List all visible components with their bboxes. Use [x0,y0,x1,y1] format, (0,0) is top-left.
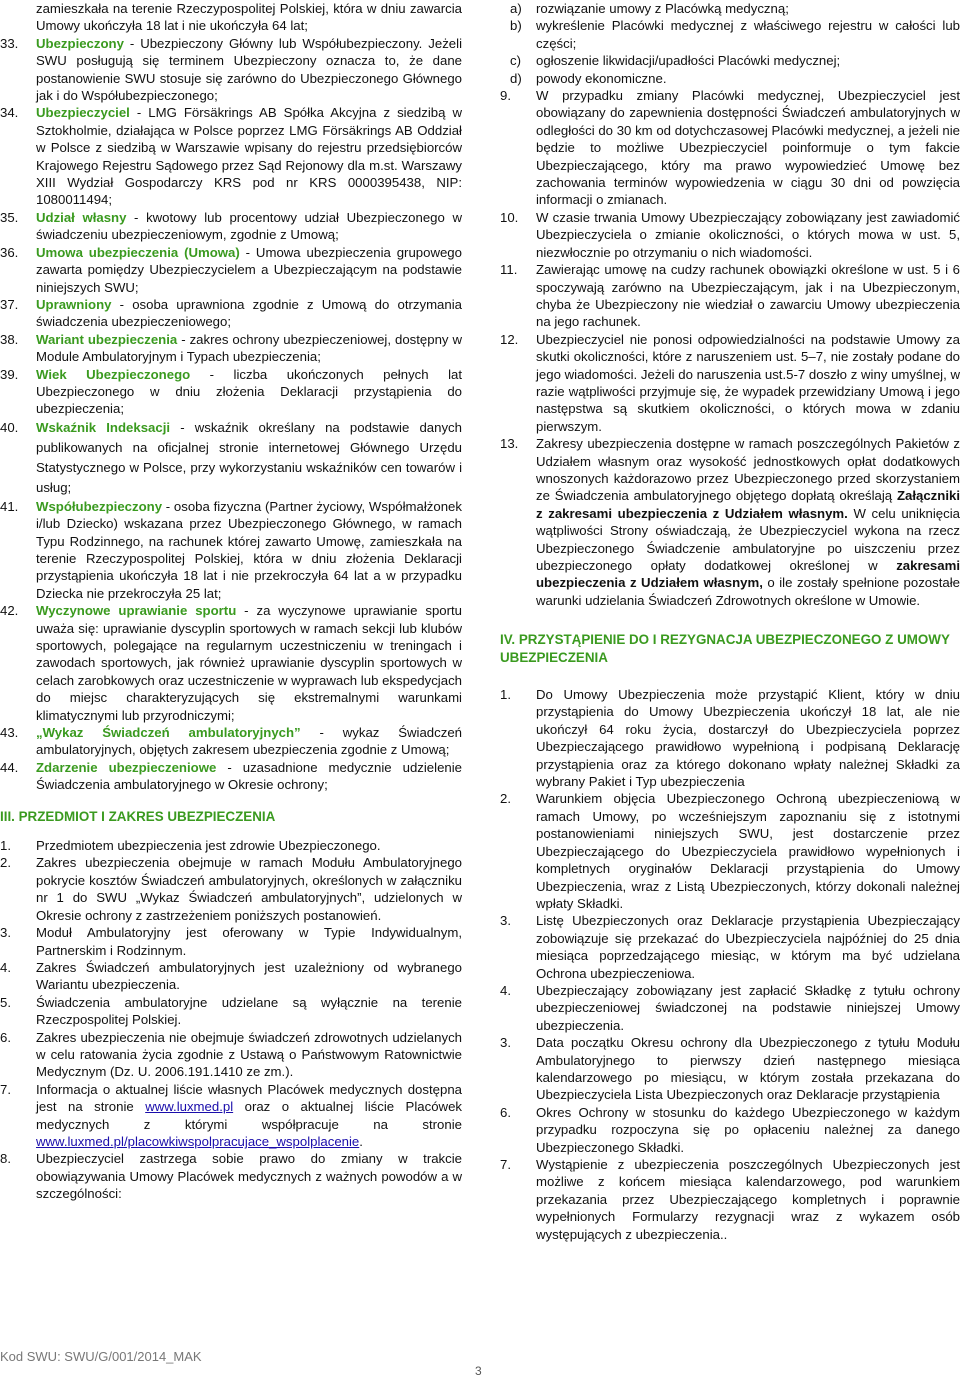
item-number: 9. [500,88,511,104]
scope-item-11 [500,261,960,331]
scope-item-13 [500,435,960,609]
definition-text: - kwotowy lub procentowy udział Ubezpieczonego w świadczeniu ubezpieczeniowym, zgodnie z Umową; [36,209,462,243]
item-number: 7. [0,1081,11,1097]
item-number: 38. [0,331,19,347]
item-number: 44. [0,759,19,775]
item-number: 4. [500,982,511,998]
join-item-5 [500,1034,960,1104]
item-text: Do Umowy Ubezpieczenia może przystąpić Klient, który w dniu przystąpienia do Umowy Ubezpieczenia ukończył 18 lat, ale nie ukończył 64 roku życia, dostarczył do Ubezpieczyciela poprzez Ubezpieczającego prawidłowo wypełnioną i podpisaną Deklarację przystąpienia oraz za którego dokonano wpłaty należnej Składki za wybrany Pakiet i Typ ubezpieczenia [536,687,960,790]
item-number: 40. [0,419,19,435]
item-text: Ubezpieczyciel nie ponosi odpowiedzialności na podstawie Umowy za skutki okoliczności, które z naruszeniem ust. 5–7, nie zostały podane do jego wiadomości. Jeżeli do naruszenia ust.5-7 doszło z winy umyślnej, w razie wątpliwości przyjmuje się, że wypadek przewidziany Umową i jego następstwa są skutkiem okoliczności, o których mowa w zdaniu pierwszym. [536,331,960,434]
item-number: 3. [500,1035,511,1051]
item-text: powody ekonomiczne. [536,70,667,86]
scope-item-10 [500,209,960,261]
definition-term: Wariant ubezpieczenia [36,331,178,347]
item-number: 34. [0,105,19,121]
item-number: 8. [0,1151,11,1167]
item-number: 37. [0,296,19,312]
item-text: Warunkiem objęcia Ubezpieczonego Ochroną ubezpieczeniową w ramach Umowy, po wcześniejszym zapoznaniu się z istotnymi postanowieniami niniejszych SWU, jest dostarczenie przez Ubezpieczającego do Ubezpieczyciela prawidłowo wypełnionych i kompletnych oryginałów Deklaracji przystąpienia do Umowy Ubezpieczenia, wraz z Listą Ubezpieczonych, którzy dokonali należnej wpłaty Składki. [536,791,960,911]
definition-42 [0,602,462,724]
join-item-1 [500,686,960,790]
item-letter: c) [510,53,521,69]
definition-35 [0,209,462,244]
definition-term: Wskaźnik Indeksacji [36,419,171,435]
left-column [0,0,462,1203]
definition-40 [0,418,462,498]
reason-a [500,0,960,17]
partner-clinics-link[interactable]: www.luxmed.pl/placowkiwspolpracujace_wspolplacenie [36,1133,360,1149]
section-heading-iv: IV. PRZYSTĄPIENIE DO I REZYGNACJA UBEZPIECZONEGO Z UMOWY UBEZPIECZENIA [500,632,950,665]
item-number: 3. [500,913,511,929]
item-number: 6. [0,1029,11,1045]
item-number: 5. [0,994,11,1010]
item-text: Okres Ochrony w stosunku do każdego Ubezpieczonego w każdym przypadku rozpoczyna się po opłaceniu należnej za danego Ubezpieczonego Składki. [536,1104,960,1155]
definition-term: Udział własny [36,209,127,225]
definition-38 [0,331,462,366]
definition-39 [0,366,462,418]
continuation-text: zamieszkała na terenie Rzeczypospolitej Polskiej, która w dniu zawarcia Umowy ukończyła 18 lat i nie ukończyła 64 lat; [36,1,462,34]
join-item-6 [500,1104,960,1156]
item-number: 33. [0,35,19,51]
item-number: 2. [500,791,511,807]
scope-item-1 [0,837,462,854]
definition-text: - uzasadnione medycznie udzielenie Świadczenia ambulatoryjnego w Okresie ochrony; [36,759,462,793]
item-number: 42. [0,603,19,619]
definition-term: Ubezpieczony [36,35,124,51]
definition-term: Współubezpieczony [36,498,163,514]
item-text: Ubezpieczający zobowiązany jest zapłacić Składkę z tytułu ochrony ubezpieczeniowej świadczonej na podstawie niniejszej Umowy ubezpieczenia. [536,982,960,1033]
definition-term: Wiek Ubezpieczonego [36,366,191,382]
scope-item-9 [500,87,960,209]
item-text: Przedmiotem ubezpieczenia jest zdrowie Ubezpieczonego. [36,838,381,854]
item-number: 6. [500,1104,511,1120]
scope-item-6 [0,1029,462,1081]
item-number: 11. [500,262,518,278]
item-text: Moduł Ambulatoryjny jest oferowany w Typie Indywidualnym, Partnerskim i Rodzinnym. [36,925,462,958]
footer-code: Kod SWU: SWU/G/001/2014_MAK [0,1349,202,1364]
join-item-7 [500,1156,960,1243]
item-text-bold: zakresami ubezpieczenia z Udziałem własnym, [536,558,960,591]
item-number: 4. [0,959,11,975]
item-number: 10. [500,209,519,225]
item-text: wykreślenie Placówki medycznej z właściwego rejestru w całości lub części; [536,18,960,51]
definition-text: - LMG Försäkrings AB Spółka Akcyjna z siedzibą w Sztokholmie, działająca w Polsce poprzez LMG Försäkrings AB Oddział w Polsce z siedzibą w Warszawie wpisany do rejestru przedsiębiorców Krajowego Rejestru Sądowego przez Sąd Rejonowy dla m.st. Warszawy XIII Wydział Gospodarczy KRS pod nr KRS 0000395438, NIP: 1080011494; [36,105,462,208]
item-number: 12. [500,331,519,347]
item-number: 1. [500,687,511,703]
definition-37 [0,296,462,331]
item-text: ogłoszenie likwidacji/upadłości Placówki medycznej; [536,53,841,69]
definition-text: - liczba ukończonych pełnych lat Ubezpieczonego w dniu złożenia Deklaracji przystąpienia do ubezpieczenia; [36,366,462,417]
item-text: Zawierając umowę na cudzy rachunek obowiązki określone w ust. 5 i 6 spoczywają zarówno na Ubezpieczającym, jak i na Ubezpieczonym, chyba że Ubezpieczony nie wiedział o zawarciu Umowy ubezpieczenia na jego rachunek. [536,262,960,330]
scope-item-5 [0,994,462,1029]
reason-d [500,70,960,87]
item-text: Zakres Świadczeń ambulatoryjnych jest uzależniony od wybranego Wariantu ubezpieczenia. [36,959,462,993]
definition-text: - osoba uprawniona zgodnie z Umową do otrzymania świadczenia ubezpieczeniowego; [36,296,462,330]
item-text: Listę Ubezpieczonych oraz Deklaracje przystąpienia Ubezpieczający zobowiązuje się przekazać do Ubezpieczyciela najpóźniej do 25 dnia miesiąca poprzedzającego miesiąc, w którym ma być udzielana Ochrona ubezpieczeniowa. [536,913,960,981]
definition-text: - zakres ochrony ubezpieczeniowej, dostępny w Module Ambulatoryjnym i Typach ubezpieczenia; [36,331,462,365]
item-number: 36. [0,244,19,260]
scope-item-4 [0,959,462,994]
right-column [500,0,960,1243]
reason-b [500,17,960,52]
definition-34 [0,104,462,208]
definition-text: - Umowa ubezpieczenia grupowego zawarta pomiędzy Ubezpieczycielem a Ubezpieczającym na podstawie niniejszych SWU; [36,244,462,295]
definition-term: Ubezpieczyciel [36,105,130,121]
item-text: W celu uniknięcia wątpliwości Strony oświadczają, że Ubezpieczyciel wykona na rzecz Ubezpieczonego Świadczenie ambulatoryjne po uiszczeniu przez ubezpieczonego opłaty dodatkowej określonej w [536,505,960,573]
item-number: 1. [0,838,11,854]
definition-term: Umowa ubezpieczenia (Umowa) [36,244,240,260]
definition-33 [0,35,462,105]
join-item-3 [500,912,960,982]
scope-item-8 [0,1150,462,1202]
join-item-2 [500,790,960,912]
definition-term: „Wykaz Świadczeń ambulatoryjnych” [36,725,301,741]
definition-text: - wykaz Świadczeń ambulatoryjnych, objętych zakresem ubezpieczenia zgodnie z Umową; [36,725,462,758]
scope-item-3 [0,924,462,959]
scope-item-2 [0,854,462,924]
item-text: Zakres ubezpieczenia obejmuje w ramach Modułu Ambulatoryjnego pokrycie kosztów Świadczeń ambulatoryjnych, określonych w załączniku nr 1 do SWU „Wykaz Świadczeń ambulatoryjnych”, udzielonych w Okresie ochrony z zastrzeżeniem poniższych postanowień. [36,855,462,923]
definition-term: Wyczynowe uprawianie sportu [36,603,237,619]
definition-43 [0,724,462,759]
item-text: rozwiązanie umowy z Placówką medyczną; [536,1,789,16]
section-heading-iii: III. PRZEDMIOT I ZAKRES UBEZPIECZENIA [0,808,276,824]
item-text: . [359,1133,363,1149]
luxmed-link[interactable]: www.luxmed.pl [145,1099,234,1115]
item-number: 3. [0,925,11,941]
item-letter: a) [510,1,522,16]
item-text: W czasie trwania Umowy Ubezpieczający zobowiązany jest zawiadomić Ubezpieczyciela o zmianie okoliczności, o których mowa w ust. 5, niezwłocznie po otrzymaniu o nich wiadomości. [536,209,960,260]
reason-c [500,52,960,69]
join-item-4 [500,982,960,1034]
definition-41 [0,498,462,602]
item-text: Zakres ubezpieczenia nie obejmuje świadczeń zdrowotnych udzielanych w celu ratowania życia zgodnie z Ustawą o Państwowym Ratownictwie Medycznym (Dz. U. 2006.191.1410 ze zm.). [36,1029,462,1080]
item-text: Informacja o aktualnej liście własnych Placówek medycznych dostępna jest na stronie [36,1081,462,1115]
definition-text: - Ubezpieczony Główny lub Współubezpieczony. Jeżeli SWU posługują się terminem Ubezpieczony oznacza to, że dane postanowienie SWU stosuje się zarówno do Ubezpieczonego Głównego jak i do Współubezpieczonego; [36,35,462,104]
definition-term: Zdarzenie ubezpieczeniowe [36,759,217,775]
item-number: 13. [500,436,519,452]
definition-36 [0,244,462,296]
item-text-bold: Załączniki z zakresami ubezpieczenia z Udziałem własnym. [536,488,960,521]
page-number: 3 [475,1364,482,1378]
item-number: 2. [0,855,11,871]
definition-text: - za wyczynowe uprawianie sportu uważa się: uprawianie dyscyplin sportowych w ramach sekcji lub klubów sportowych, polegające na regularnym uczestniczeniu w treningach i zawodach sportowych, jak również uprawianie dyscyplin sportowych w celach zarobkowych oraz uczestniczenie w wyprawach lub ekspedycjach do miejsc charakteryzujących się ekstremalnymi warunkami klimatycznymi lub przyrodniczymi; [36,603,462,723]
scope-item-12 [500,331,960,435]
item-text: o ile zostały spełnione pozostałe warunki udzielania Świadczeń Zdrowotnych określone w Umowie. [536,575,960,608]
item-letter: b) [510,18,522,34]
item-text: Data początku Okresu ochrony dla Ubezpieczonego z tytułu Modułu Ambulatoryjnego to pierwszy dzień następnego miesiąca kalendarzowego po miesiącu, w którym została przekazana do Ubezpieczyciela Lista Ubezpieczonych oraz Deklaracje przystąpienia [536,1035,960,1103]
item-number: 41. [0,498,19,514]
item-text: Zakresy ubezpieczenia dostępne w ramach poszczególnych Pakietów z Udziałem własnym oraz wysokość jednostkowych opłat dodatkowych wnoszonych każdorazowo przez Ubezpieczonego przed skorzystaniem ze Świadczenia ambulatoryjnego objętego dopłatą określają [536,436,960,504]
definition-text: - osoba fizyczna (Partner życiowy, Współmałżonek i/lub Dziecko) wskazana przez Ubezpieczonego Głównego, w ramach Typu Rodzinnego, na rachunek której zawarto Umowę, zamieszkała na terenie Rzeczypospolitej Polskiej, która w dniu złożenia Deklaracji przystąpienia ukończyła 18 lat i nie przekroczyła 64 lat a w przypadku Dziecka nie przekroczyła 25 lat; [36,498,462,601]
item-text: Ubezpieczyciel zastrzega sobie prawo do zmiany w trakcie obowiązywania Umowy Placówek medycznych z ważnych powodów a w szczególności: [36,1151,462,1202]
definition-term: Uprawniony [36,296,112,312]
item-text: Świadczenia ambulatoryjne udzielane są wyłącznie na terenie Rzeczpospolitej Polskiej. [36,994,462,1028]
definition-44 [0,759,462,794]
item-text: W przypadku zmiany Placówki medycznej, Ubezpieczyciel jest obowiązany do zapewnienia dostępności Świadczeń ambulatoryjnych w odległości do 30 km od dotychczasowej Placówki medycznej, a jeżeli nie będzie to możliwe Ubezpieczyciel poinformuje o tym fakcie Ubezpieczającego, który ma prawo wypowiedzieć Umowę bez zachowania terminów wypowiedzenia w ciągu 30 dni od powzięcia informacji o zmianach. [536,88,960,208]
item-number: 7. [500,1157,511,1172]
item-text: oraz o aktualnej liście Placówek medycznych z którymi współpracuje na stronie [36,1099,463,1132]
item-number: 43. [0,725,19,741]
item-number: 39. [0,366,19,382]
item-number: 35. [0,209,19,225]
item-letter: d) [510,70,522,86]
item-text: Wystąpienie z ubezpieczenia poszczególnych Ubezpieczonych jest możliwe z końcem miesiąca kalendarzowego, pod warunkiem przekazania przez Ubezpieczającego kompletnych i poprawnie wypełnionych Formularzy rezygnacji wraz z wykazem osób występujących z ubezpieczenia.. [536,1157,960,1242]
scope-item-7 [0,1081,462,1151]
definition-text: - wskaźnik określany na podstawie danych publikowanych na oficjalnej stronie internetowej Głównego Urzędu Statystycznego w Polsce, przy wykorzystaniu wskaźników cen towarów i usług; [36,419,462,495]
